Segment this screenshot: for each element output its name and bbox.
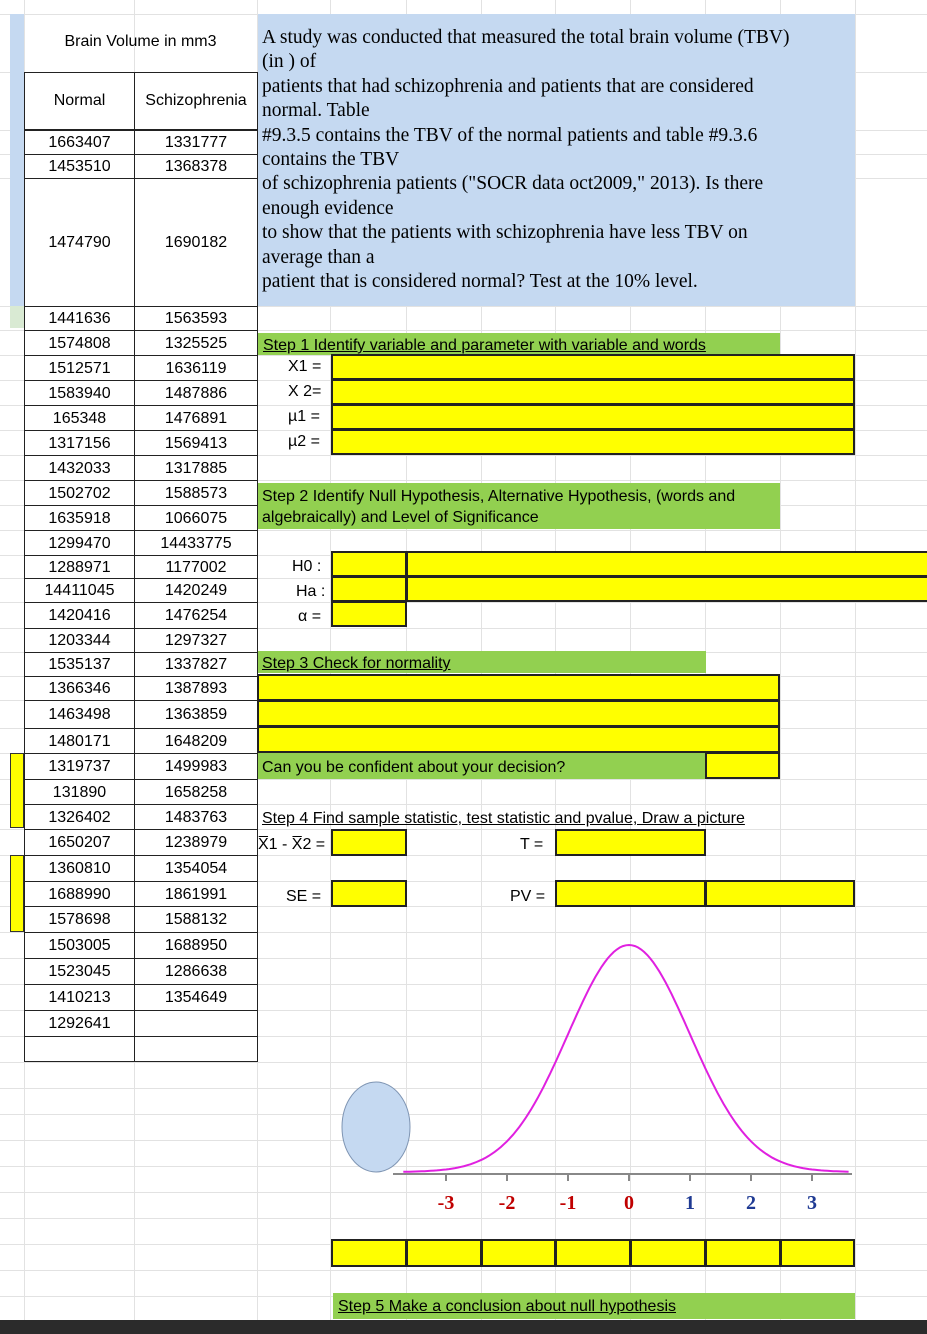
schizophrenia-cell[interactable]: 1387893 xyxy=(134,676,258,701)
normal-cell[interactable]: 1360810 xyxy=(24,855,135,882)
normal-cell[interactable]: 1503005 xyxy=(24,932,135,959)
answer-cell-4[interactable] xyxy=(555,1239,631,1267)
schizophrenia-cell[interactable]: 1325525 xyxy=(134,330,258,356)
normal-cell[interactable]: 1480171 xyxy=(24,728,135,754)
schizophrenia-cell[interactable]: 1286638 xyxy=(134,958,258,985)
step2-line2: algebraically) and Level of Significance xyxy=(262,509,539,526)
header-schizophrenia-label: Schizophrenia xyxy=(145,92,247,109)
schizophrenia-cell[interactable]: 1331777 xyxy=(134,130,258,155)
schizophrenia-cell[interactable]: 1483763 xyxy=(134,804,258,830)
confidence-input[interactable] xyxy=(705,752,780,779)
step1-label: Step 1 Identify variable and parameter with variable and words xyxy=(263,337,706,354)
x2-input[interactable] xyxy=(331,379,855,405)
normal-cell[interactable]: 14411045 xyxy=(24,578,135,603)
x-tick-label: 1 xyxy=(685,1192,695,1214)
schizophrenia-cell[interactable]: 1690182 xyxy=(134,178,258,307)
normal-cell[interactable]: 1688990 xyxy=(24,881,135,907)
schizophrenia-cell[interactable]: 1368378 xyxy=(134,154,258,179)
xbar-diff-input[interactable] xyxy=(331,829,407,856)
schizophrenia-cell[interactable]: 1487886 xyxy=(134,380,258,406)
schizophrenia-cell[interactable] xyxy=(134,1010,258,1037)
ha-words-input[interactable] xyxy=(406,576,927,602)
step3-label: Step 3 Check for normality xyxy=(262,655,451,672)
answer-cell-1[interactable] xyxy=(331,1239,407,1267)
problem-line: enough evidence xyxy=(262,197,394,219)
normal-cell[interactable]: 1319737 xyxy=(24,753,135,780)
normal-cell[interactable]: 1574808 xyxy=(24,330,135,356)
x-tick-label: -3 xyxy=(437,1192,455,1214)
row-header-highlight-2 xyxy=(10,306,24,328)
normality-input-2[interactable] xyxy=(257,700,780,727)
h0-label: H0 : xyxy=(292,558,322,575)
normal-cell[interactable]: 1292641 xyxy=(24,1010,135,1037)
schizophrenia-cell[interactable]: 1238979 xyxy=(134,829,258,856)
schizophrenia-cell[interactable]: 1636119 xyxy=(134,355,258,381)
header-schizophrenia[interactable] xyxy=(134,72,258,130)
answer-cell-3[interactable] xyxy=(481,1239,556,1267)
answer-cell-2[interactable] xyxy=(406,1239,482,1267)
normal-cell[interactable]: 1366346 xyxy=(24,676,135,701)
normal-curve xyxy=(403,945,848,1172)
schizophrenia-cell[interactable]: 1476891 xyxy=(134,405,258,431)
schizophrenia-cell[interactable]: 1648209 xyxy=(134,728,258,754)
alpha-label: α = xyxy=(298,608,322,625)
blue-ellipse-shape[interactable] xyxy=(342,1082,410,1172)
normal-cell[interactable]: 1650207 xyxy=(24,829,135,856)
schizophrenia-cell[interactable]: 14433775 xyxy=(134,530,258,556)
schizophrenia-cell[interactable]: 1563593 xyxy=(134,306,258,331)
schizophrenia-cell[interactable]: 1297327 xyxy=(134,628,258,653)
schizophrenia-cell[interactable]: 1588132 xyxy=(134,906,258,933)
problem-statement xyxy=(258,14,855,306)
schizophrenia-cell[interactable]: 1420249 xyxy=(134,578,258,603)
normal-cell[interactable]: 1535137 xyxy=(24,652,135,677)
normal-cell[interactable]: 1463498 xyxy=(24,700,135,729)
mu2-input[interactable] xyxy=(331,429,855,455)
normal-cell[interactable]: 1288971 xyxy=(24,555,135,579)
answer-cell-5[interactable] xyxy=(630,1239,706,1267)
x-tick-label: 3 xyxy=(807,1192,817,1214)
schizophrenia-cell[interactable]: 1354649 xyxy=(134,984,258,1011)
pv-label: PV = xyxy=(510,888,546,905)
normal-cell[interactable]: 1203344 xyxy=(24,628,135,653)
schizophrenia-cell[interactable]: 1066075 xyxy=(134,505,258,531)
normal-cell[interactable]: 1502702 xyxy=(24,480,135,506)
problem-line: of schizophrenia patients ("SOCR data oct2009," 2013). Is there xyxy=(262,173,764,195)
x-tick-label: 0 xyxy=(624,1192,634,1214)
problem-line: patient that is considered normal? Test at the 10% level. xyxy=(262,271,698,293)
problem-line: patients that had schizophrenia and patients that are considered xyxy=(262,75,754,97)
t-input[interactable] xyxy=(555,829,706,856)
x1-input[interactable] xyxy=(331,354,855,380)
alpha-input[interactable] xyxy=(331,601,407,627)
problem-line: (in ) of xyxy=(262,51,317,73)
x-tick-label: 2 xyxy=(746,1192,756,1214)
normal-cell[interactable]: 1663407 xyxy=(24,130,135,155)
x-tick-label: -1 xyxy=(559,1192,577,1214)
x2-label: X 2= xyxy=(288,383,322,400)
normal-cell[interactable]: 1299470 xyxy=(24,530,135,556)
x-tick-label: -2 xyxy=(498,1192,516,1214)
se-input[interactable] xyxy=(331,880,407,907)
normal-cell[interactable]: 1523045 xyxy=(24,958,135,985)
header-normal-label: Normal xyxy=(53,92,106,109)
normal-cell[interactable]: 1326402 xyxy=(24,804,135,830)
normal-cell[interactable]: 1474790 xyxy=(24,178,135,307)
pv-input-1[interactable] xyxy=(555,880,706,907)
ha-symbol-input[interactable] xyxy=(331,576,407,602)
schizophrenia-cell[interactable]: 1354054 xyxy=(134,855,258,882)
empty-cell[interactable] xyxy=(134,1036,258,1062)
schizophrenia-cell[interactable]: 1688950 xyxy=(134,932,258,959)
normal-cell[interactable]: 1441636 xyxy=(24,306,135,331)
schizophrenia-cell[interactable]: 1569413 xyxy=(134,430,258,456)
schizophrenia-cell[interactable]: 1658258 xyxy=(134,779,258,805)
normal-cell[interactable]: 1583940 xyxy=(24,380,135,406)
row-marker-yellow-2 xyxy=(10,855,24,932)
normal-cell[interactable]: 1317156 xyxy=(24,430,135,456)
pv-input-2[interactable] xyxy=(705,880,855,907)
schizophrenia-cell[interactable]: 1861991 xyxy=(134,881,258,907)
bottom-bar xyxy=(0,1320,927,1334)
row-header-highlight xyxy=(10,14,24,306)
x1-label: X1 = xyxy=(288,358,322,375)
normal-cell[interactable]: 1432033 xyxy=(24,455,135,481)
step4-label: Step 4 Find sample statistic, test statistic and pvalue, Draw a picture xyxy=(262,810,745,827)
normal-cell[interactable]: 1635918 xyxy=(24,505,135,531)
problem-line: #9.3.5 contains the TBV of the normal patients and table #9.3.6 xyxy=(262,124,758,146)
normal-cell[interactable]: 131890 xyxy=(24,779,135,805)
mu1-input[interactable] xyxy=(331,404,855,430)
schizophrenia-cell[interactable]: 1499983 xyxy=(134,753,258,780)
h0-symbol-input[interactable] xyxy=(331,551,407,577)
schizophrenia-cell[interactable]: 1337827 xyxy=(134,652,258,677)
problem-line: A study was conducted that measured the total brain volume (TBV) xyxy=(262,27,790,48)
step5-label: Step 5 Make a conclusion about null hypothesis xyxy=(338,1298,676,1315)
answer-cell-6[interactable] xyxy=(705,1239,781,1267)
row-marker-yellow-1 xyxy=(10,753,24,828)
normal-cell[interactable]: 1578698 xyxy=(24,906,135,933)
empty-cell[interactable] xyxy=(24,1036,135,1062)
se-label: SE = xyxy=(286,888,322,905)
normality-input-3[interactable] xyxy=(257,726,780,753)
schizophrenia-cell[interactable]: 1177002 xyxy=(134,555,258,579)
schizophrenia-cell[interactable]: 1317885 xyxy=(134,455,258,481)
ha-label: Ha : xyxy=(296,583,326,600)
problem-line: average than a xyxy=(262,246,375,268)
normal-cell[interactable]: 1512571 xyxy=(24,355,135,381)
normal-cell[interactable]: 1410213 xyxy=(24,984,135,1011)
answer-cell-7[interactable] xyxy=(780,1239,855,1267)
problem-line: contains the TBV xyxy=(262,149,400,171)
table-title: Brain Volume in mm3 xyxy=(64,33,217,50)
problem-line: normal. Table xyxy=(262,100,370,122)
schizophrenia-cell[interactable]: 1588573 xyxy=(134,480,258,506)
h0-words-input[interactable] xyxy=(406,551,927,577)
normality-input-1[interactable] xyxy=(257,674,780,701)
mu1-label: µ1 = xyxy=(288,408,320,425)
normal-cell[interactable]: 1420416 xyxy=(24,602,135,629)
mu2-label: µ2 = xyxy=(288,433,320,450)
normal-cell[interactable]: 165348 xyxy=(24,405,135,431)
step2-line1: Step 2 Identify Null Hypothesis, Alternative Hypothesis, (words and xyxy=(262,488,736,505)
t-label: T = xyxy=(520,836,544,853)
confidence-label: Can you be confident about your decision? xyxy=(262,759,566,776)
normal-cell[interactable]: 1453510 xyxy=(24,154,135,179)
schizophrenia-cell[interactable]: 1476254 xyxy=(134,602,258,629)
problem-line: to show that the patients with schizophrenia have less TBV on xyxy=(262,222,748,244)
schizophrenia-cell[interactable]: 1363859 xyxy=(134,700,258,729)
header-normal[interactable] xyxy=(24,72,135,130)
xbar-diff-label: X̅1 - X̅2 = xyxy=(258,836,326,853)
